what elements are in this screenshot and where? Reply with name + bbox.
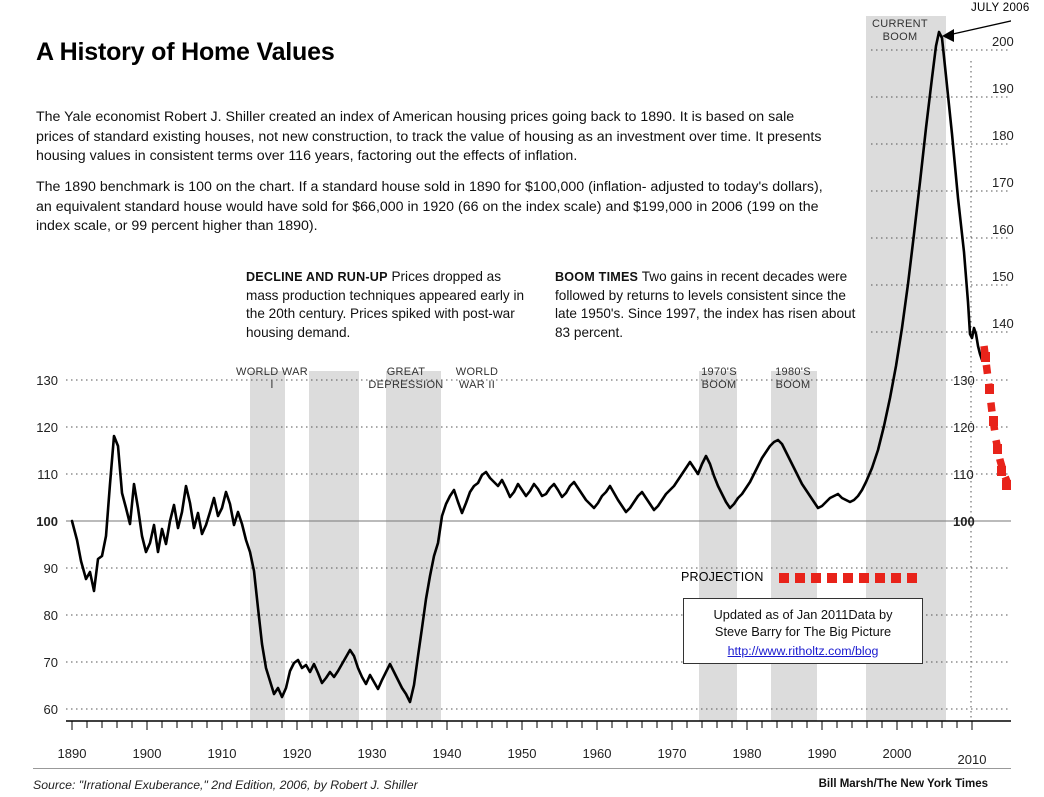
y-tick-left-100: 100 <box>36 514 58 529</box>
july-2006-label: JULY 2006 <box>971 2 1030 14</box>
x-tick-1890: 1890 <box>57 746 87 761</box>
y-tick-left-120: 120 <box>36 420 58 435</box>
x-tick-1980: 1980 <box>732 746 762 761</box>
update-note-line2: Steve Barry for The Big Picture <box>714 624 892 639</box>
y-tick-right-140: 140 <box>992 316 1014 331</box>
y-tick-right-200: 200 <box>992 34 1014 49</box>
credit-note: Bill Marsh/The New York Times <box>818 778 988 790</box>
annotation-decline-runup <box>246 268 536 342</box>
band-label-current-boom: CURRENT BOOM <box>872 18 928 43</box>
band-label-great-depression: GREAT DEPRESSION <box>368 366 444 391</box>
y-tick-right-120: 120 <box>953 420 975 435</box>
projection-legend-swatch <box>779 570 923 584</box>
x-tick-1950: 1950 <box>507 746 537 761</box>
y-tick-left-80: 80 <box>43 608 58 623</box>
y-tick-right-180: 180 <box>992 128 1014 143</box>
x-tick-1940: 1940 <box>432 746 462 761</box>
intro-paragraph-2: The 1890 benchmark is 100 on the chart. If a standard house sold in 1890 for $100,000 (inflation- adjusted to today's dollars), an equivalent standard house would have sold for $66,000 in 1920 (66 on the index scale) and $199,000 in 2006 (199 on the index scale, or 99 percent higher than 1890). <box>36 179 823 234</box>
x-tick-1910: 1910 <box>207 746 237 761</box>
y-tick-right-110: 110 <box>953 467 974 482</box>
x-tick-2010: 2010 <box>957 752 987 767</box>
y-tick-left-110: 110 <box>37 467 58 482</box>
y-tick-right-160: 160 <box>992 222 1014 237</box>
x-tick-1960: 1960 <box>582 746 612 761</box>
x-tick-1990: 1990 <box>807 746 837 761</box>
annotation-boom-text: Two gains in recent decades were followed by returns to levels consistent since the late 1950's. Since 1997, the index has risen about 83 percent. <box>555 269 856 340</box>
y-tick-left-70: 70 <box>43 655 58 670</box>
x-tick-1920: 1920 <box>282 746 312 761</box>
y-tick-right-190: 190 <box>992 81 1014 96</box>
y-tick-left-130: 130 <box>36 373 58 388</box>
x-tick-1930: 1930 <box>357 746 387 761</box>
band-label-1980s-boom: 1980'S BOOM <box>775 366 811 391</box>
annotation-boom-heading: BOOM TIMES <box>555 270 639 284</box>
annotation-decline-text: Prices dropped as mass production techniques appeared early in the 20th century. Prices spiked with post-war housing demand. <box>246 269 525 340</box>
footer-divider <box>33 768 1011 769</box>
band-label-1970s-boom: 1970'S BOOM <box>701 366 737 391</box>
y-tick-right-100: 100 <box>953 514 975 529</box>
x-tick-1900: 1900 <box>132 746 162 761</box>
band-label-world-war-ii: WORLD WAR II <box>455 366 499 391</box>
y-tick-right-130: 130 <box>953 373 975 388</box>
y-tick-left-60: 60 <box>43 702 58 717</box>
update-note-link[interactable]: http://www.ritholtz.com/blog <box>727 644 879 658</box>
y-tick-left-90: 90 <box>43 561 58 576</box>
x-axis-ticks <box>72 721 972 730</box>
projection-legend-label: PROJECTION <box>681 570 764 584</box>
source-note: Source: "Irrational Exuberance," 2nd Edition, 2006, by Robert J. Shiller <box>33 778 418 792</box>
intro-paragraph-1: The Yale economist Robert J. Shiller created an index of American housing prices going back to 1890. It is based on sale prices of standard existing houses, not new construction, to track the value of housing as an investment over time. It presents housing values in consistent terms over 116 years, factoring out the effects of inflation. <box>36 109 822 164</box>
y-tick-right-170: 170 <box>992 175 1014 190</box>
y-tick-right-150: 150 <box>992 269 1014 284</box>
x-tick-1970: 1970 <box>657 746 687 761</box>
update-note-box <box>683 598 923 664</box>
band-label-world-war-i: WORLD WAR I <box>236 366 308 391</box>
x-tick-2000: 2000 <box>882 746 912 761</box>
update-note-line1: Updated as of Jan 2011Data by <box>713 607 893 622</box>
page-title: A History of Home Values <box>36 38 335 66</box>
annotation-decline-heading: DECLINE AND RUN-UP <box>246 270 388 284</box>
annotation-boom-times <box>555 268 865 342</box>
